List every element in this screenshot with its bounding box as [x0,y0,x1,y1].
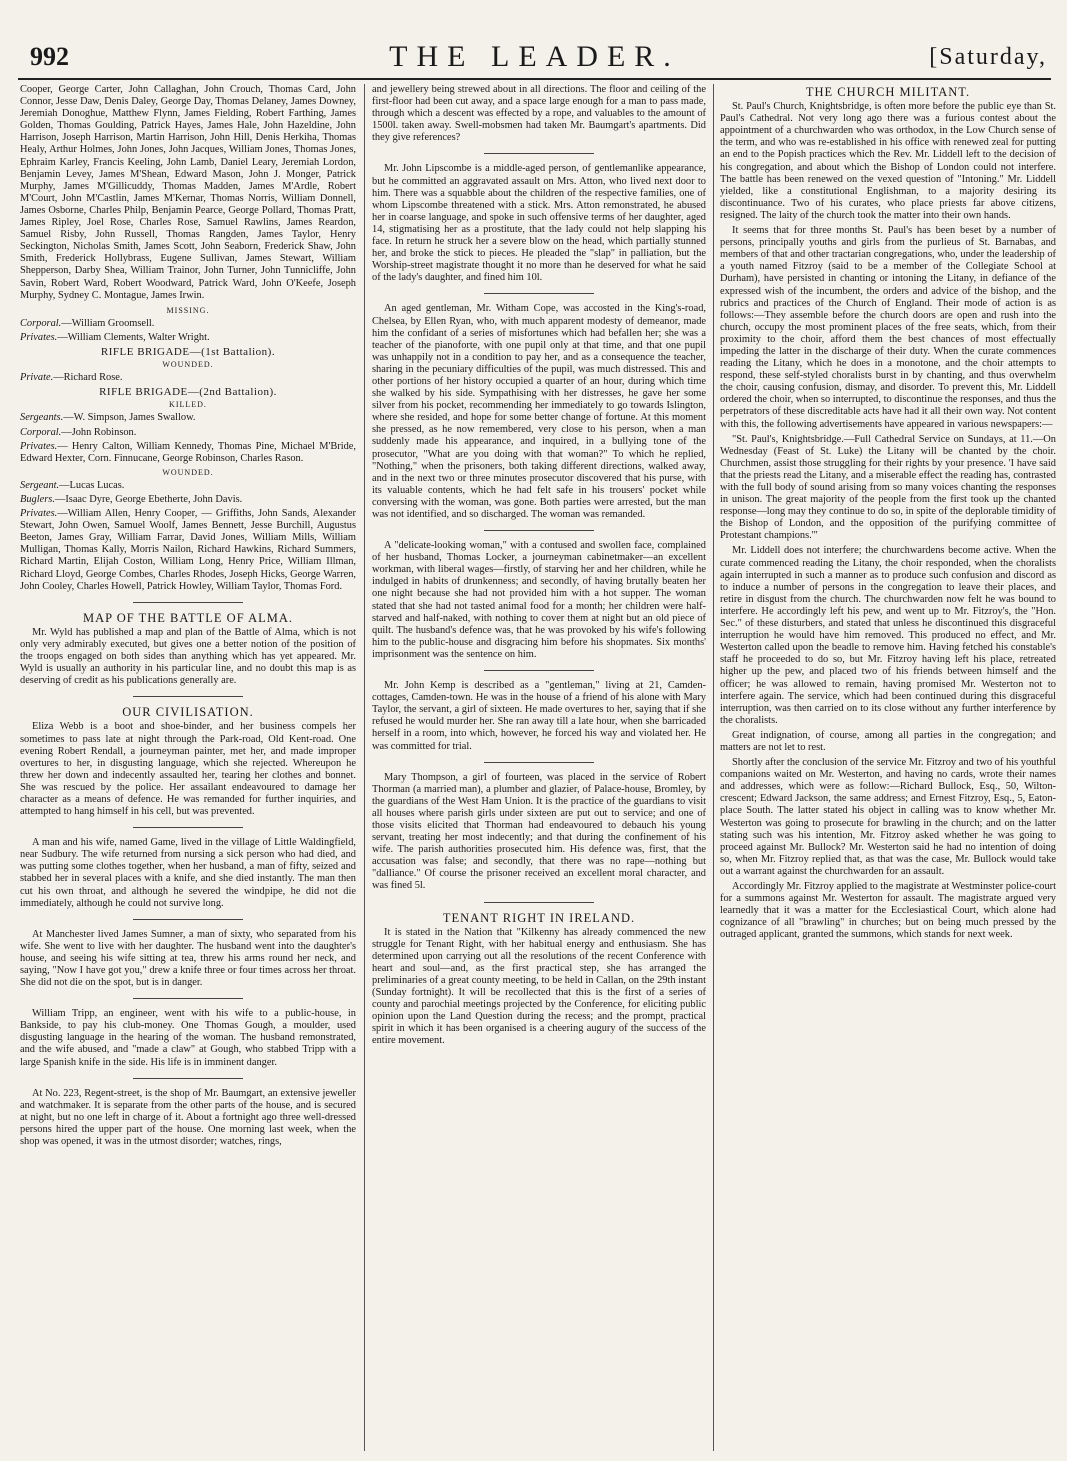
article-paragraph: An aged gentleman, Mr. Witham Cope, was accosted in the King's-road, Chelsea, by Ellen Ryan, who, with much apparent modesty of demeanor, made him the confidant of a series of misfortunes which had befallen her; she was a teacher of the pianoforte, with one pupil only at that time, and that one pupil was unhappily not in a condition to pay her, and as a consequence the teacher, sharing in the pecuniary difficulties of the pupil, was much distressed. This and other portions of her history occupied a quarter of an hour, during which time she walked by his side. Sympathising with her distresses, he gave her some silver from his pocket, recommending her immediately to go towards Islington, where she resided, and hope for some better change of fortune. At this moment she pressed, as he now remembered, very close to his person, when a man suddenly made his appearance, and inquired, in a bullying tone of the prosecutor, "What are you doing with that woman?" To which he replied, "Nothing," when the prisoners, both taking different directions, walked away, and in the next two or three minutes prosecutor discovered that his purse, with its valuable contents, which he had felt safe in his trousers' pocket while conversing with the woman, was gone. Both parties were arrested, but the man was not identified, and so discharged. The woman was remanded. [372,303,706,520]
rifle-brigade-2-buglers: Buglers.—Isaac Dyre, George Ebetherte, John Davis. [20,494,243,505]
article-paragraph: Mr. Liddell does not interfere; the churchwardens become active. When the curate commenced reading the Litany, the choir responded, when the choralists again interrupted in such a manner as to produce such confusion and discord as to induce a number of persons in the congregation to leave their places, and retire in disgust from the church. The churchwarden now felt he was bound to interfere. He accordingly left his pew, and went up to Mr. Fitzroy's, the "Hon. Sec." of these disturbers, and stated that unless he discontinued this disgraceful interruption he would have him removed. This produced no effect, and Mr. Westerton called upon the beadle to remove him. Having fetched his constable's staff he proceeded to do so, but Mr. Fitzroy having left his place, retreated higher up the pew, and placed two of his friends between himself and the officer; he was allowed to remain, having promised Mr. Westerton not to interfere again. The service, which had been continued during this disgraceful interruption, was then carried on to its close without any further interference by the choralists. [720,545,1056,726]
article-paragraph: It seems that for three months St. Paul's has been beset by a number of persons, principally youths and girls from the purlieus of St. Barnabas, and members of that and other tractarian congregations, who, under the leadership of a youth named Fitzroy (said to be a member of the Collegiate School at Durham), have persisted in chanting or intoning the Litany, in defiance of the expressed wish of the incumbent, the orders and advice of the bishop, and the rubrics and practices of the Church of England. Their mode of action is as follows:—They assemble before the church doors are open and rush into the church, occupy the most prominent places of the free seats, which, from their proximity to the choir, afford them the best chances of most effectually impeding the latter in the discharge of their duty. When the curate commences reading the Litany, which he does in a monotone, and the choir attempts to respond, these self-styled choralists burst in by chanting, and thus overwhelm the choir, causing confusion, dismay, and disorder. To prevent this, Mr. Liddell ordered the choir, when so interrupted, to discontinue the responses, and thus the perpetrators of these discreditable acts have had it all their own way. Not content with this, the following advertisements have appeared in various newspapers:— [720,225,1056,430]
rifle-brigade-2-killed: KILLED. [169,400,207,410]
article-paragraph: At No. 223, Regent-street, is the shop of Mr. Baumgart, an extensive jeweller and watchmaker. It is separate from the other parts of the house, and is secured at night, but no one left in charge of it. About a fortnight ago three well-dressed persons hired the upper part of the house. One morning last week, when the shop was opened, it was in the utmost disorder; watches, rings, [20,1087,356,1148]
rifle-brigade-2-wounded: WOUNDED. [162,467,214,477]
casualty-names-list: Cooper, George Carter, John Callaghan, John Crouch, Thomas Card, John Connor, Jesse Daw, Denis Daley, George Day, Thomas Delaney, James Downey, Jeremiah Donoghue, Matthew Flynn, James Fielding, Robert Farthing, James Golden, Thomas Goulding, Patrick Hayes, James Hale, John Hazeldine, John Harrison, Joseph Harrison, Martin Harrison, John Hill, Denis Herkiha, Thomas Healy, Arthur Holmes, John Jones, John Jacques, William Jones, Thomas Jones, Ephraim Karley, Francis Keeling, John Lamb, Daniel Leary, Jeremiah Lordon, Benjamin Levey, James M'Shean, Edward Mason, John J. Monger, Patrick Murphy, James M'Gillicuddy, Thomas Madden, James M'Ardle, Robert M'Court, John M'Castlin, James M'Kernar, Thomas Norris, William Donnell, James Osborne, Charles Philp, Benjamin Pearce, George Pollard, Thomas Pratt, James Ripley, Joel Rose, Charles Rose, Samuel Rawlins, James Reardon, Samuel Risby, John Russell, Thomas Rangden, James Taylor, Henry Seckington, Nicholas Smith, James Scott, John Seaborn, Frederick Shaw, John Smith, Frederick Hollybrass, Eugene Sullivan, James Stewart, William Shepperson, Darby Shea, William Trainor, John Turner, John Tunnicliffe, John Savin, Robert Ward, Robert Woodward, Patrick Ward, John O'Keefe, Joseph Murphy, Sydney C. Montague, James Irwin. [20,84,356,301]
civilisation-heading: OUR CIVILISATION. [122,705,254,720]
divider [133,602,243,603]
article-paragraph: A "delicate-looking woman," with a contused and swollen face, complained of her husband, Thomas Locker, a journeyman cabinetmaker—an excellent workman, with liberal wages—firstly, of starving her and her children, while he indulged in habits of drunkenness; and secondly, of having brutally beaten her one night because she had not provided him with a hot supper. The woman stated that she had not tasted animal food for a month; her children were half-starved and half-naked, with nothing to cover them at night but an old piece of quilt. The husband's defence was, that he was provoked by his wife's following him to the public-house and disgracing him before his shopmates. Six months' imprisonment was the sentence on him. [372,540,706,660]
rifle-brigade-1-heading: RIFLE BRIGADE—(1st Battalion). [100,345,276,358]
divider [484,530,594,531]
newspaper-title: THE LEADER. [389,40,680,73]
divider [133,696,243,697]
divider [133,827,243,828]
article-paragraph: Mary Thompson, a girl of fourteen, was placed in the service of Robert Thorman (a married man), a plumber and glazier, of Palace-house, Bromley, by the guardians of the West Ham Union. It is the practice of the guardians to visit all houses where parish girls under sixteen are put out to service; and one of those visits elicited that Thorman had endeavoured to debauch his young servant, treating her most indecently; and that during the confinement of his wife. The parish authorities prosecuted him. His defence was, first, that the accusation was false; and secondly, that there was no rape—nothing but "dalliance." Of course the prisoner received an excellent moral character, and was fined 5l. [372,771,706,892]
column-rule-left [364,84,365,1451]
column-3 [720,84,1056,1453]
article-paragraph: Shortly after the conclusion of the service Mr. Fitzroy and two of his youthful companions waited on Mr. Westerton, and having no cards, wrote their names and addresses, which were as follow:—Richard Bullock, Esq., 50, Wilton-crescent; Edward Jackson, the same address; and Ernest Fitzroy, Esq., 5, Eaton-place South. The latter stated his object in calling was to know whether Mr. Westerton was going to prosecute for brawling in the church; and on the latter stating such was his intention, Mr. Fitzroy asked whether he was going to proceed against Mr. Bullock? Mr. Westerton said he had no intention of doing so, when Mr. Fitzroy replied that, as that was the case, Mr. Bullock would take out a warrant against the churchwarden for an assault. [720,757,1056,877]
missing-heading: MISSING. [166,305,210,315]
divider [133,1078,243,1079]
article-paragraph: At Manchester lived James Sumner, a man of sixty, who separated from his wife. She went to live with her daughter. The husband went into the daughter's house, and seeing his wife sitting at tea, threw his arms round her neck, and saying, "Now I have got you," drew a knife three or four times across her throat. She did not die on the spot, but is in danger. [20,928,356,989]
divider [484,762,594,763]
article-paragraph: Mr. John Lipscombe is a middle-aged person, of gentlemanlike appearance, but he committed an aggravated assault on Mrs. Atton, who lived next door to him. There was a squabble about the children of the respective families, one of whom Lipscombe threatened with a stick. Mrs. Atton remonstrated, he abused her in coarse language, and spoke in such offensive terms of her daughter, aged 14, stigmatising her as a prostitute, that the lady could not help slapping his face. In return he struck her a severe blow on the head, which partially stunned her, and broke the stick to pieces. He pleaded the "slap" in palliation, but the Worship-street magistrate thought it no more than he deserved for what he said of the lady's daughter, and fined him 10l. [372,163,706,284]
article-paragraph: Mr. John Kemp is described as a "gentleman," living at 21, Camden-cottages, Camden-town. He was in the house of a friend of his alone with Mary Taylor, the servant, a girl of sixteen. He made overtures to her, saying that if she refused he would murder her. She ran away till a late hour, when she barricaded herself in a room, into which, however, he forced his way and violated her. He was committed for trial. [372,680,706,752]
missing-corporal: Corporal.—William Groomsell. [20,317,155,329]
advertisement-quote: "St. Paul's, Knightsbridge.—Full Cathedral Service on Sundays, at 11.—On Wednesday (Feast of St. Luke) the Litany will be chanted by the choir. Churchmen, assist those struggling for their rights by your presence. 'I have said that the priests read the Litany, and a miserable effect the reading has, contrasted with the full body of sound arising from so many voices chanting the responses in unison. The great majority of the people from the first took up the chanted response—long may they continue to do so, in spite of the deplorable timidity of the Bishop of London, and the opposition of the purifying committee of Protestant champions.'" [720,433,1056,542]
rifle-brigade-2-wounded-privates: Privates.—William Allen, Henry Cooper, — Griffiths, John Sands, Alexander Stewart, John Owen, Samuel Woolf, James Bennett, Jesse Burchill, Augustus Beeton, James Gray, William Farrar, David Jones, William Mills, William Mulligan, Thomas Kally, Morris Nailon, Richard Hawkins, Richard Summers, Richard Martin, Elijah Coston, William Long, Henry Price, William Illman, Richard Lloyd, George Combes, Charles Rhodes, Joseph Hicks, George Warren, John Cooley, Charles Howell, Patrick Howley, William Taylor, Thomas Ford. [20,508,356,592]
divider [484,293,594,294]
divider [484,670,594,671]
tenant-right-heading: TENANT RIGHT IN IRELAND. [442,910,636,925]
rifle-brigade-2-corporal: Corporal.—John Robinson. [20,426,137,438]
article-paragraph: William Tripp, an engineer, went with his wife to a public-house, in Bankside, to pay his club-money. One Thomas Gough, a moulder, used disgusting language in the hearing of the woman. The husband remonstrated, and the wife abused, and "made a claw" at Gough, who stabbed Tripp with a large Spanish knife in the side. His life is in imminent danger. [20,1008,356,1068]
rifle-brigade-1-wounded: WOUNDED. [162,360,214,370]
article-paragraph: St. Paul's Church, Knightsbridge, is often more before the public eye than St. Paul's Cathedral. Not very long ago there was a furious contest about the appointment of a churchwarden who was orthodox, in the Low Church sense of the term, and who was re-established in his office with renewed zeal for putting an end to the Popish practices which the Rev. Mr. Liddell left to the decision of his congregation, and about which the Bishop of London could not interfere. The battle has been renewed on the vexed question of "Intoning." Mr. Liddell yielded, like a constitutional Englishman, to a majority desiring its discontinuance. Two of his curates, who place priests far above citizens, resigned. The laity of the church took the matter into their own hands. [720,101,1056,221]
rifle-brigade-2-heading: RIFLE BRIGADE—(2nd Battalion). [99,386,277,399]
article-paragraph: and jewellery being strewed about in all directions. The floor and ceiling of the first-floor had been cut away, and a space large enough for a man to pass made, through which a descent was effected by a rope, and valuables to the amount of 1500l. taken away. Swell-mobsmen had taken Mr. Baumgart's apartments. Did they give references? [372,84,706,144]
divider [484,902,594,903]
rifle-brigade-2-sergeant: Sergeant.—Lucas Lucas. [20,479,125,491]
church-militant-heading: THE CHURCH MILITANT. [805,85,971,99]
article-paragraph: Great indignation, of course, among all parties in the congregation; and matters are not let to rest. [720,729,1056,753]
rifle-brigade-2-privates: Privates.— Henry Calton, William Kennedy, Thomas Pine, Michael M'Bride, Edward Hexter, Corn. Finnucane, George Robinson, Charles Rason. [20,440,356,464]
article-paragraph: Accordingly Mr. Fitzroy applied to the magistrate at Westminster police-court for a summons against Mr. Westerton for assault. The magistrate argued very learnedly that it was a matter for the Ecclesiastical Court, which alone had cognizance of all "brawling" in churches; but on being much pressed by the outraged applicant, granted the summons, which stands for next week. [720,881,1056,941]
alma-map-heading: MAP OF THE BATTLE OF ALMA. [82,610,294,625]
missing-privates: Privates.—William Clements, Walter Wright. [20,331,210,343]
page-number: 992 [30,42,69,71]
issue-day: [Saturday, [929,44,1047,70]
article-paragraph: A man and his wife, named Game, lived in the village of Little Waldingfield, near Sudbury. The wife returned from nursing a sick person who had died, and was putting some clothes together, when her husband, a man of fifty, seized and stabbed her in several places with a knife, and she died instantly. The man then cut his own throat, and although he severed the windpipe, he did not die immediately, although he could not survive long. [20,837,356,909]
article-paragraph: Eliza Webb is a boot and shoe-binder, and her business compels her sometimes to pass late at night through the Park-road, Old Kent-road. One evening Robert Rendall, a journeyman painter, met her, and made improper overtures to her, in disgusting language, which she rejected. Whereupon he threw her down and indecently assaulted her, tearing her clothes and bonnet. She was rescued by the police. Her assailant endeavoured to damage her character as a means of defence. He was remanded for further inquiries, and attempted to hang himself in his cell, but was prevented. [20,721,356,818]
rifle-brigade-2-sergeants: Sergeants.—W. Simpson, James Swallow. [20,412,196,424]
article-paragraph: It is stated in the Nation that "Kilkenny has already commenced the new struggle for Tenant Right, with her habitual energy and enthusiasm. She has determined upon carrying out all the resolutions of the recent Conference with heart and soul—and, as the first practical step, she has arranged the preliminaries of a great county meeting, to be held in Callan, on the 29th instant (Sunday fortnight). It will be recollected that this is the first of a series of county and parochial meetings projected by the Conference, for eliciting public opinion upon the Land Question during the recess; and the prompt, practical spirit in which it has been organised is a cheering augury of the success of the entire movement. [372,926,706,1047]
masthead [18,38,1051,80]
column-rule-right [713,84,714,1451]
column-1 [20,84,356,1453]
rifle-brigade-1-private: Private.—Richard Rose. [20,372,123,384]
alma-map-paragraph: Mr. Wyld has published a map and plan of the Battle of Alma, which is not only very admirably executed, but gives one a better notion of the position of the troops engaged on both sides than anything which has yet appeared. Mr. Wyld is usually an authority in his particular line, and no doubt this map is as deserving of credit as his publications generally are. [20,626,356,687]
divider [133,998,243,999]
column-2 [372,84,706,1453]
divider [484,153,594,154]
divider [133,919,243,920]
